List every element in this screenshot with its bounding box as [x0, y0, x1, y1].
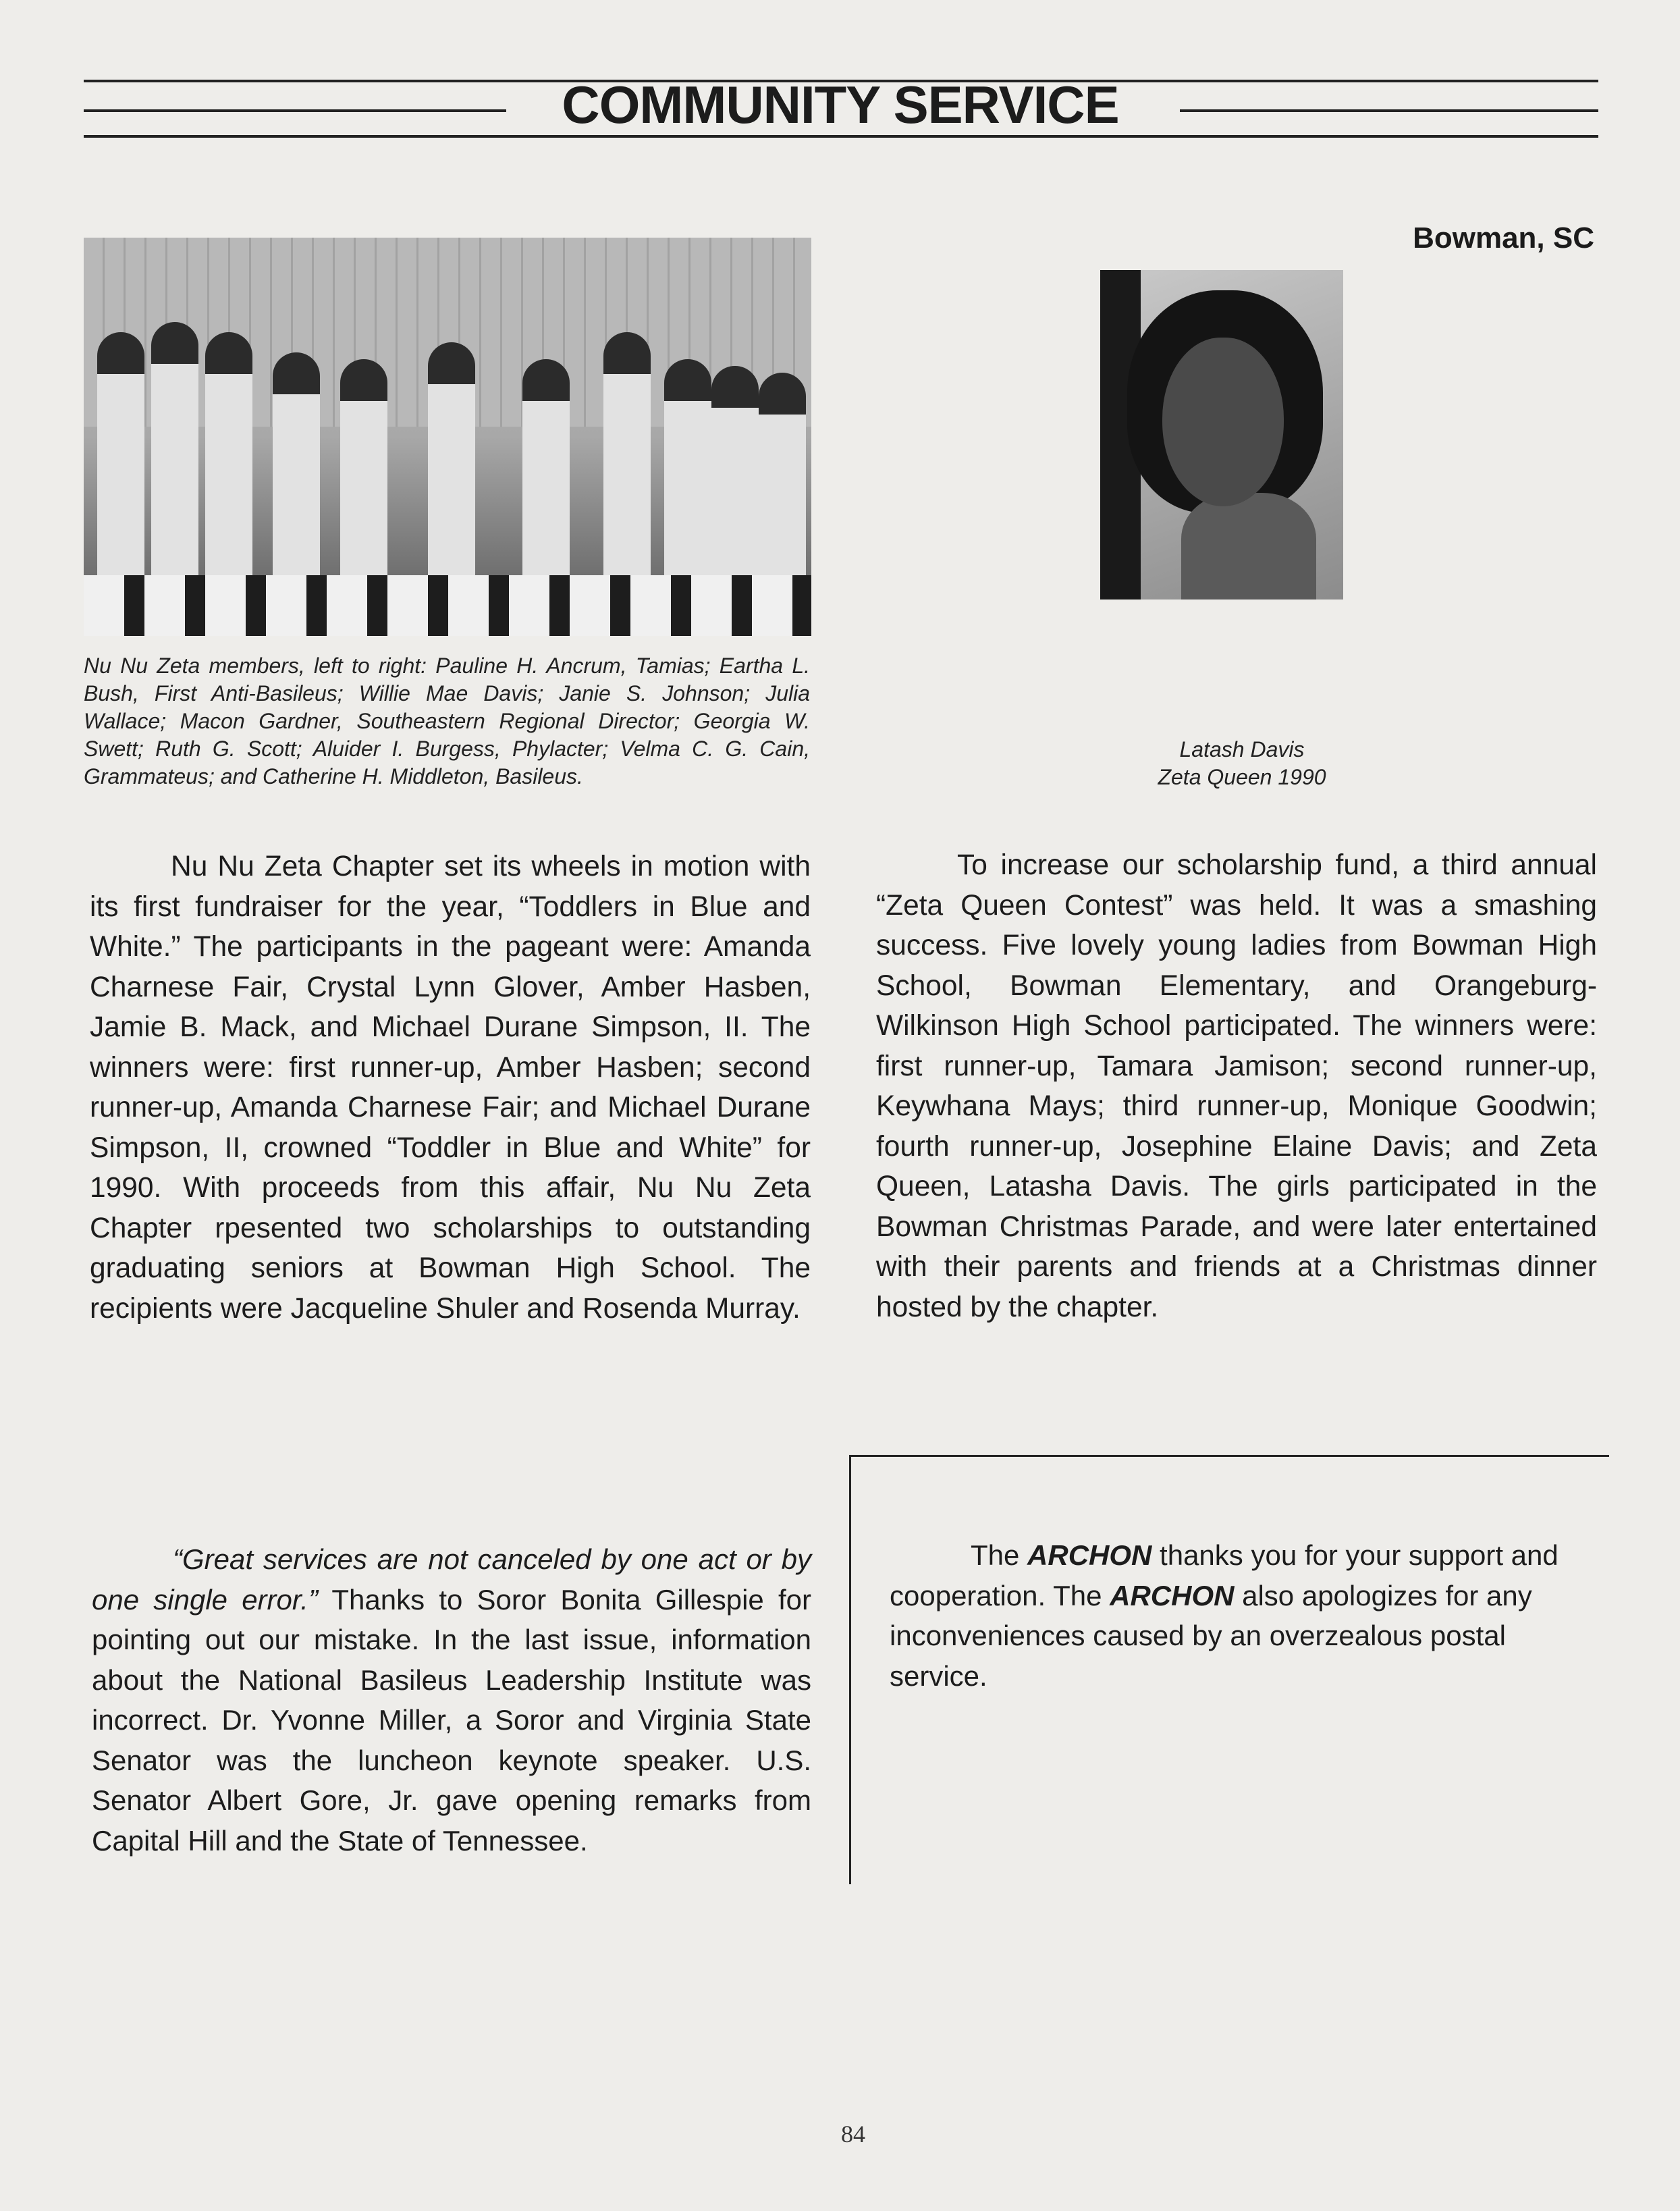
- header-rule-right: [1180, 109, 1598, 112]
- photo-person: [205, 332, 252, 589]
- photo-person: [151, 322, 198, 579]
- photo-face: [1162, 338, 1284, 506]
- group-photo-caption: Nu Nu Zeta members, left to right: Pauline H. Ancrum, Tamias; Eartha L. Bush, First Anti-Basileus; Willie Mae Davis; Janie S. Johnson; Julia Wallace; Macon Gardner, Southeastern Regional Director; Georgia W. Swett; Ruth G. Scott; Aluider I. Burgess, Phylacter; Velma C. G. Cain, Grammateus; and Catherine H. Middleton, Basileus.: [84, 654, 810, 789]
- section-divider-horizontal: [849, 1455, 1609, 1457]
- article-zeta-queen: [876, 845, 1597, 1327]
- erratum-text: Thanks to Soror Bonita Gillespie for pointing out our mistake. In the last issue, information about the National Basileus Leadership Institute was incorrect. Dr. Yvonne Miller, a Soror and Virginia State Senator was the luncheon keynote speaker. U.S. Senator Albert Gore, Jr. gave opening remarks from Capital Hill and the State of Tennessee.: [92, 1583, 811, 1857]
- photo-person: [603, 332, 651, 589]
- photo-person: [428, 342, 475, 599]
- article-zeta-queen-text: To increase our scholarship fund, a third annual “Zeta Queen Contest” was held. It was a smashing success. Five lovely young ladies from Bowman High School, Bowman Elementary, and Orangeburg-Wilkinson High School participated. The winners were: first runner-up, Tamara Jamison; second runner-up, Keywhana Mays; third runner-up, Monique Goodwin; fourth runner-up, Josephine Elaine Davis; and Zeta Queen, Latasha Davis. The girls participated in the Bowman Christmas Parade, and were later entertained with their parents and friends at a Christmas dinner hosted by the chapter.: [876, 849, 1597, 1323]
- chapter-location: Bowman, SC: [1413, 221, 1594, 255]
- photo-person: [273, 352, 320, 609]
- thanks-text-3: also apologizes for any inconveniences caused by an overzealous postal service.: [890, 1579, 1532, 1692]
- portrait-photo: [1100, 270, 1343, 600]
- thanks-text-1: The: [971, 1539, 1028, 1571]
- photo-table: [84, 575, 811, 636]
- thanks-text-2: thanks you for your support and cooperation. The: [890, 1539, 1559, 1611]
- archon-name: ARCHON: [1027, 1539, 1152, 1571]
- page-number: 84: [841, 2121, 865, 2148]
- portrait-caption-name: Latash Davis: [1179, 737, 1305, 762]
- article-toddlers: [90, 847, 811, 1329]
- header-rule-bottom: [84, 135, 1598, 138]
- thanks-notice: [890, 1535, 1609, 1696]
- photo-person: [97, 332, 144, 589]
- section-title: COMMUNITY SERVICE: [562, 75, 1119, 134]
- group-photo: [84, 238, 811, 636]
- photo-neck: [1181, 493, 1316, 600]
- portrait-caption-title: Zeta Queen 1990: [1158, 765, 1326, 789]
- header-rule-left: [84, 109, 506, 112]
- section-divider-vertical: [849, 1455, 851, 1884]
- erratum-notice: [92, 1539, 811, 1861]
- portrait-caption: [1107, 736, 1377, 791]
- erratum-quote: “Great services are not canceled by one act or by one single error.”: [92, 1543, 811, 1616]
- archon-name: ARCHON: [1110, 1579, 1235, 1611]
- article-toddlers-text: Nu Nu Zeta Chapter set its wheels in motion with its first fundraiser for the year, “Toddlers in Blue and White.” The participants in the pageant were: Amanda Charnese Fair, Crystal Lynn Glover, Amber Hasben, Jamie B. Mack, and Michael Durane Simpson, II. The winners were: first runner-up, Amber Hasben; second runner-up, Amanda Charnese Fair; and Michael Durane Simpson, II, crowned “Toddler in Blue and White” for 1990. With proceeds from this affair, Nu Nu Zeta Chapter rpesented two scholarships to outstanding graduating seniors at Bowman High School. The recipients were Jacqueline Shuler and Rosenda Murray.: [90, 851, 811, 1325]
